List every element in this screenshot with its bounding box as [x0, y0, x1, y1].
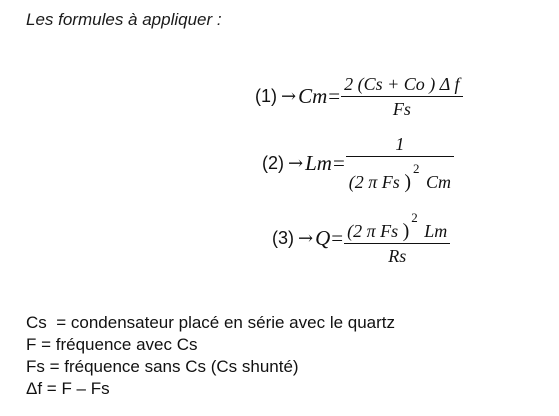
legend-line-f: F = fréquence avec Cs: [26, 335, 198, 354]
formula-3-equals: =: [331, 225, 344, 250]
legend-line-fs: Fs = fréquence sans Cs (Cs shunté): [26, 357, 299, 376]
formula-2-denominator-power: 2: [412, 161, 420, 177]
formula-3: [272, 208, 450, 268]
formula-1-lhs: Cm: [298, 84, 328, 109]
formula-1-equals: =: [328, 84, 341, 109]
formula-2-number: (2): [262, 152, 284, 173]
page-heading: Les formules à appliquer :: [26, 10, 222, 29]
formula-3-fraction: [344, 208, 450, 268]
formula-2-equals: =: [332, 150, 345, 175]
legend-line-delta-f: Δf = F – Fs: [26, 379, 110, 398]
formula-1-fraction: [341, 72, 462, 121]
legend: [26, 312, 395, 400]
formula-2-numerator: 1: [395, 134, 405, 154]
formula-3-numerator: [344, 208, 450, 243]
formula-2-arrow: →: [288, 152, 304, 174]
formula-1: [255, 72, 463, 121]
legend-line-cs: Cs = condensateur placé en série avec le quartz: [26, 313, 396, 332]
formula-1-denominator: Fs: [392, 99, 411, 120]
formula-2-denominator-close: ): [404, 171, 411, 194]
formula-3-denominator: Rs: [388, 246, 407, 267]
formula-3-arrow: →: [298, 227, 314, 249]
formula-2-denominator-open: (2 π Fs: [348, 172, 400, 193]
formula-2-denominator-tail: Cm: [425, 172, 451, 193]
formula-3-numerator-power: 2: [411, 210, 418, 225]
formula-2-fraction: [346, 132, 454, 194]
formula-2-denominator: [346, 157, 454, 194]
formula-3-number: (3): [272, 227, 294, 248]
formula-3-numerator-tail: Lm: [424, 221, 448, 241]
formula-3-numerator-open: (2 π Fs: [347, 221, 399, 241]
formula-3-numerator-close: ): [402, 220, 410, 242]
formula-2-lhs: Lm: [305, 150, 332, 175]
formula-3-lhs: Q: [315, 225, 331, 250]
formula-1-numerator: 2 (Cs + Co ) Δ f: [344, 74, 460, 94]
formula-1-number: (1): [255, 86, 277, 107]
formula-1-arrow: →: [281, 86, 297, 108]
formula-2: [262, 132, 454, 194]
